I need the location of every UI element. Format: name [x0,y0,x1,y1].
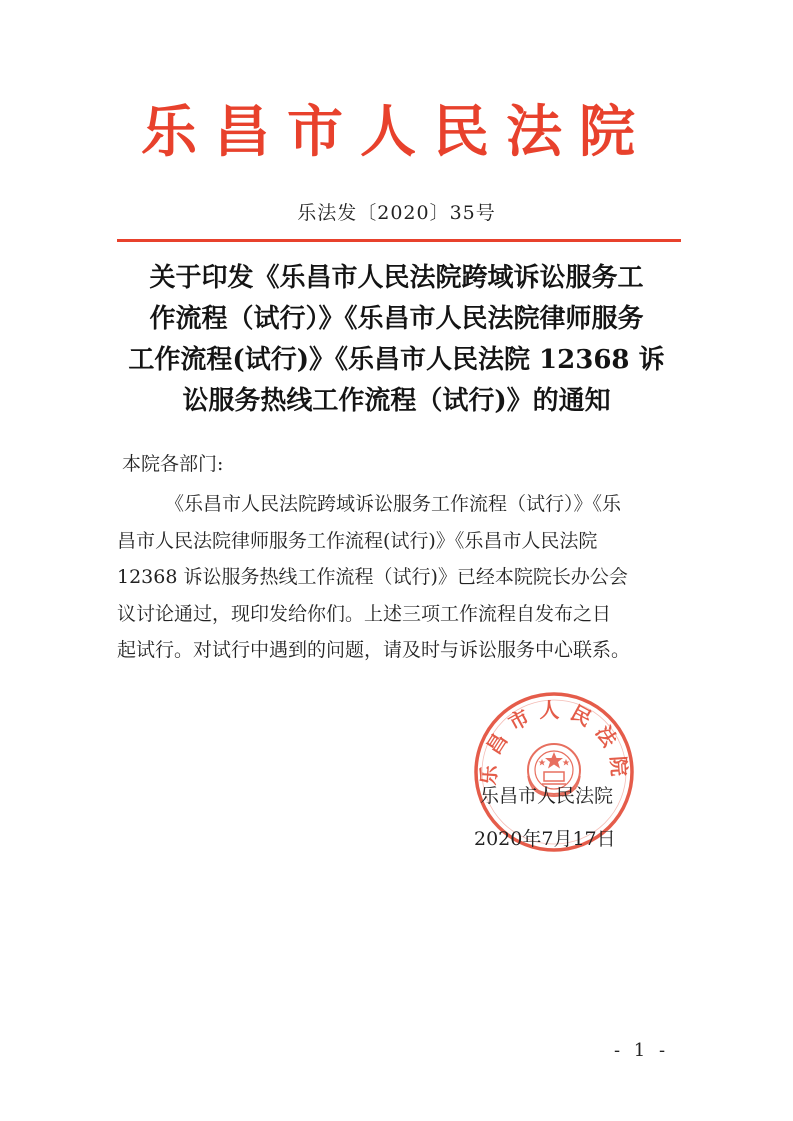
red-divider [117,239,681,242]
signature-organization: 乐昌市人民法院 [480,785,614,807]
salutation: 本院各部门: [122,453,224,475]
signature-date: 2020年7月17日 [474,828,616,850]
title-line: 作流程（试行）》《乐昌市人民法院律师服务 [149,304,644,334]
body-line: 昌市人民法院律师服务工作流程(试行)》《乐昌市人民法院 [117,529,598,552]
body-line: 议讨论通过，现印发给你们。上述三项工作流程自发布之日 [117,602,612,625]
title-line: 工作流程(试行)》《乐昌市人民法院 12368 诉 [128,345,665,375]
title-line: 关于印发《乐昌市人民法院跨域诉讼服务工 [149,263,644,293]
page-number: - 1 - [614,1040,670,1061]
body-paragraph [117,486,687,669]
seal-arc-text: 乐昌市人民法院 [476,697,632,786]
organization-header: 乐昌市人民法院 [141,99,652,165]
body-line: 《乐昌市人民法院跨域诉讼服务工作流程（试行）》《乐 [165,493,622,515]
body-line: 起试行。对试行中遇到的问题，请及时与诉讼服务中心联系。 [117,639,631,662]
title-line: 讼服务热线工作流程（试行)》的通知 [182,386,611,416]
body-line: 12368 诉讼服务热线工作流程（试行)》已经本院院长办公会 [117,566,628,589]
document-number: 乐法发〔2020〕35号 [297,202,496,224]
document-title [105,258,688,422]
